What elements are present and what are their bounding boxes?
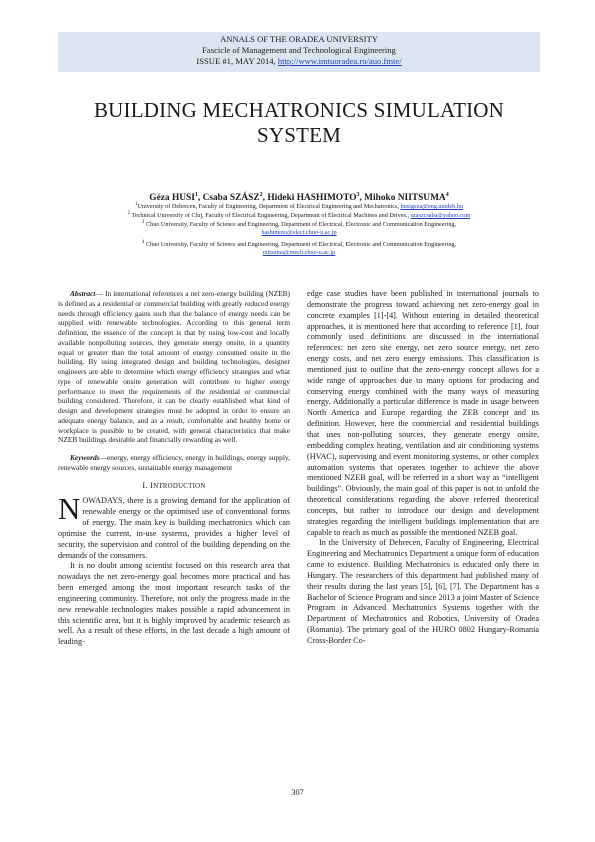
paper-title: [58, 98, 540, 148]
intro-p1-text: OWADAYS, there is a growing demand for the application of renewable energy or the optimised use of conventional forms of energy. The main key is building mechatronics which can optimise the current, in-use systems, provides a higher level of security, the supervision and control of the building depending on the demands of the consumers.: [58, 496, 290, 560]
affil-mark: 1: [135, 202, 138, 207]
affil-text: Technical University of Cluj, Faculty of Electrical Engineering, Department of Electrical Machines and Drives.,: [130, 212, 411, 220]
journal-name: ANNALS OF THE ORADEA UNIVERSITY: [220, 34, 378, 44]
journal-issue: [58, 56, 540, 67]
author-name: Mihoko NIITSUMA: [364, 193, 446, 204]
journal-link[interactable]: http://www.imtuoradea.ro/auo.fmte/: [277, 55, 402, 66]
author-affil-mark: 3: [356, 192, 360, 198]
title-line-1: BUILDING MECHATRONICS SIMULATION: [93, 98, 505, 122]
abstract-text: — In international references a net zero-energy building (NZEB) is defined as a residential or commercial building with greatly reduced energy needs through efficiency gains such that the balance of energy needs can be supplied with renewable technologies. According to this general term definition, the essence of the concept is that by using low-cost and locally available nonpolluting sources, they generate energy onsite, in a quantity equal or greater than the total amount of energy consumed onsite in the building. By using integrated design and building technologies, designer engineers are able to determine which energy efficiency strategies and what type of renewable onsite generation will contribute to higher energy performance to meet the requirements of the residential or commercial building considered. Therefore, it can be clearly established what kind of design and development strategies must be adopted in order to ensure an adequate energy balance, and as a result, comfortable and healthy home or workplace is possible to be created, with general characteristics that make NZEB buildings desirable and financially rewarding as well.: [58, 289, 290, 445]
author-email-link[interactable]: niitsuma@mech.chuo-u.ac.jp: [262, 249, 336, 257]
keywords-label: Keywords: [70, 453, 100, 462]
author-email-link[interactable]: szaszcsaba@yahoo.com: [410, 212, 471, 220]
keywords-text: —energy, energy efficiency, energy in buildings, energy supply, renewable energy sources, sustainable energy management: [58, 453, 290, 472]
title-line-2: SYSTEM: [256, 123, 342, 147]
affil-mark: 4: [141, 240, 145, 245]
drop-cap: N: [58, 491, 81, 527]
affil-text: Chuo University, Faculty of Science and Engineering, Department of Electrical, Electronic and Communication Engineering,: [144, 241, 457, 249]
left-column: [58, 289, 290, 648]
journal-fascicle: Fascicle of Management and Technological Engineering: [202, 44, 396, 55]
author-name: Csaba SZÁSZ: [202, 193, 260, 204]
body-paragraph-continued: edge case studies have been published in international journals to demonstrate the progress toward achieving net zero-energy goal in concrete examples [1]-[4]. Without entering in detailed theoretical approaches, it is mentioned here that according to reference [1], four commonly used definitions are discussed in the international references: net zero site energy, net zero source energy, net zero energy costs, and net zero energy emissions. This classification is mentioned just to outline that the zero-energy concept allows for a wide range of approaches due to many options for producing and conserving energy combined with the many ways of measuring energy. Additionally a particular difference is made in usage between North America and Europe regarding the ZEB concept and its definition. However, here the commercial and residential buildings that uses non-polluting sources, they generate energy onsite, embedding complex heating, ventilation and air conditioning systems (HVAC), supervising and event monitoring systems, or other complex automation systems that operates together to achieve the above mentioned NZEB goal, will be referred in a short way as “intelligent buildings”. Obviously, the main goal of this paper is not to unfold the theoretical considerations regarding the above referred theoretical concepts, but rather to introduce our design and development strategies regarding the intelligent buildings implementation that are capable to reach as much as possible the mentioned NZEB goal.: [307, 289, 539, 537]
affil-text: Chuo University, Faculty of Science and Engineering, Department of Electrical, Electronic and Communication Engineering,: [144, 221, 457, 229]
affil-mark: 2: [127, 211, 131, 216]
author-email-link[interactable]: hashimoto@elect.chuo-u.ac.jp: [261, 229, 337, 237]
body-paragraph-debrecen: In the University of Debrecen, Faculty of Engineering, Electrical Engineering and Mechatronics Department a unique form of education came to existence. Building Mechatronics is educated only there in Hungary. The researchers of this department had published many of their results during the last years [5], [6], [7]. The Department has a Bachelor of Science Program and since 2013 a joint Master of Science Program in Advanced Mechatronics Systems together with the Department of Mechatronics and Robotics, University of Oradea (Romania). The primary goal of the HURO 0802 Hungary-Romania Cross-Border Co-: [307, 538, 539, 645]
author-separator: ,: [262, 193, 268, 204]
intro-paragraph-1: [58, 491, 290, 561]
section-heading-introduction: [58, 481, 290, 493]
keywords: [58, 453, 290, 473]
author-affil-mark: 4: [445, 192, 449, 198]
author-separator: ,: [359, 193, 365, 204]
affil-mark: 3: [141, 220, 145, 225]
intro-paragraph-2: It is no doubt among scientist focused on this research area that nowadays the net zero-energy goal becomes more practical and has been emerged among the most important research tasks of the engineering community. Therefore, not only the progress made in the new renewable technologies makes possible a rapid advancement in this scientific area, but it is highly improved by academic research as well. As a result of these efforts, in the last decade a high amount of leading-: [58, 561, 290, 647]
author-name: Géza HUSI: [149, 193, 195, 204]
page-number: 307: [291, 788, 304, 797]
right-column: [307, 289, 539, 647]
section-title-rest: NTRODUCTION: [153, 482, 206, 490]
affiliation-4: [58, 239, 540, 257]
affil-text: University of Debrecen, Faculty of Engineering, Department of Electrical Engineering and Mechatronics,: [137, 203, 401, 211]
author-email-link[interactable]: husigeza@eng.unideb.hu: [400, 203, 463, 211]
author-name: Hideki HASHIMOTO: [267, 193, 357, 204]
author-affil-mark: 2: [259, 192, 263, 198]
section-title-initial: I: [150, 480, 154, 490]
journal-header: [58, 32, 540, 72]
abstract-label: Abstract: [70, 289, 96, 298]
abstract: [58, 289, 290, 445]
affiliation-3: [58, 219, 540, 237]
section-number: I.: [142, 480, 151, 490]
author-separator: ,: [197, 193, 203, 204]
issue-text: ISSUE #1, MAY 2014,: [196, 55, 278, 66]
introduction-body: [58, 491, 290, 648]
author-affil-mark: 1: [194, 192, 198, 198]
